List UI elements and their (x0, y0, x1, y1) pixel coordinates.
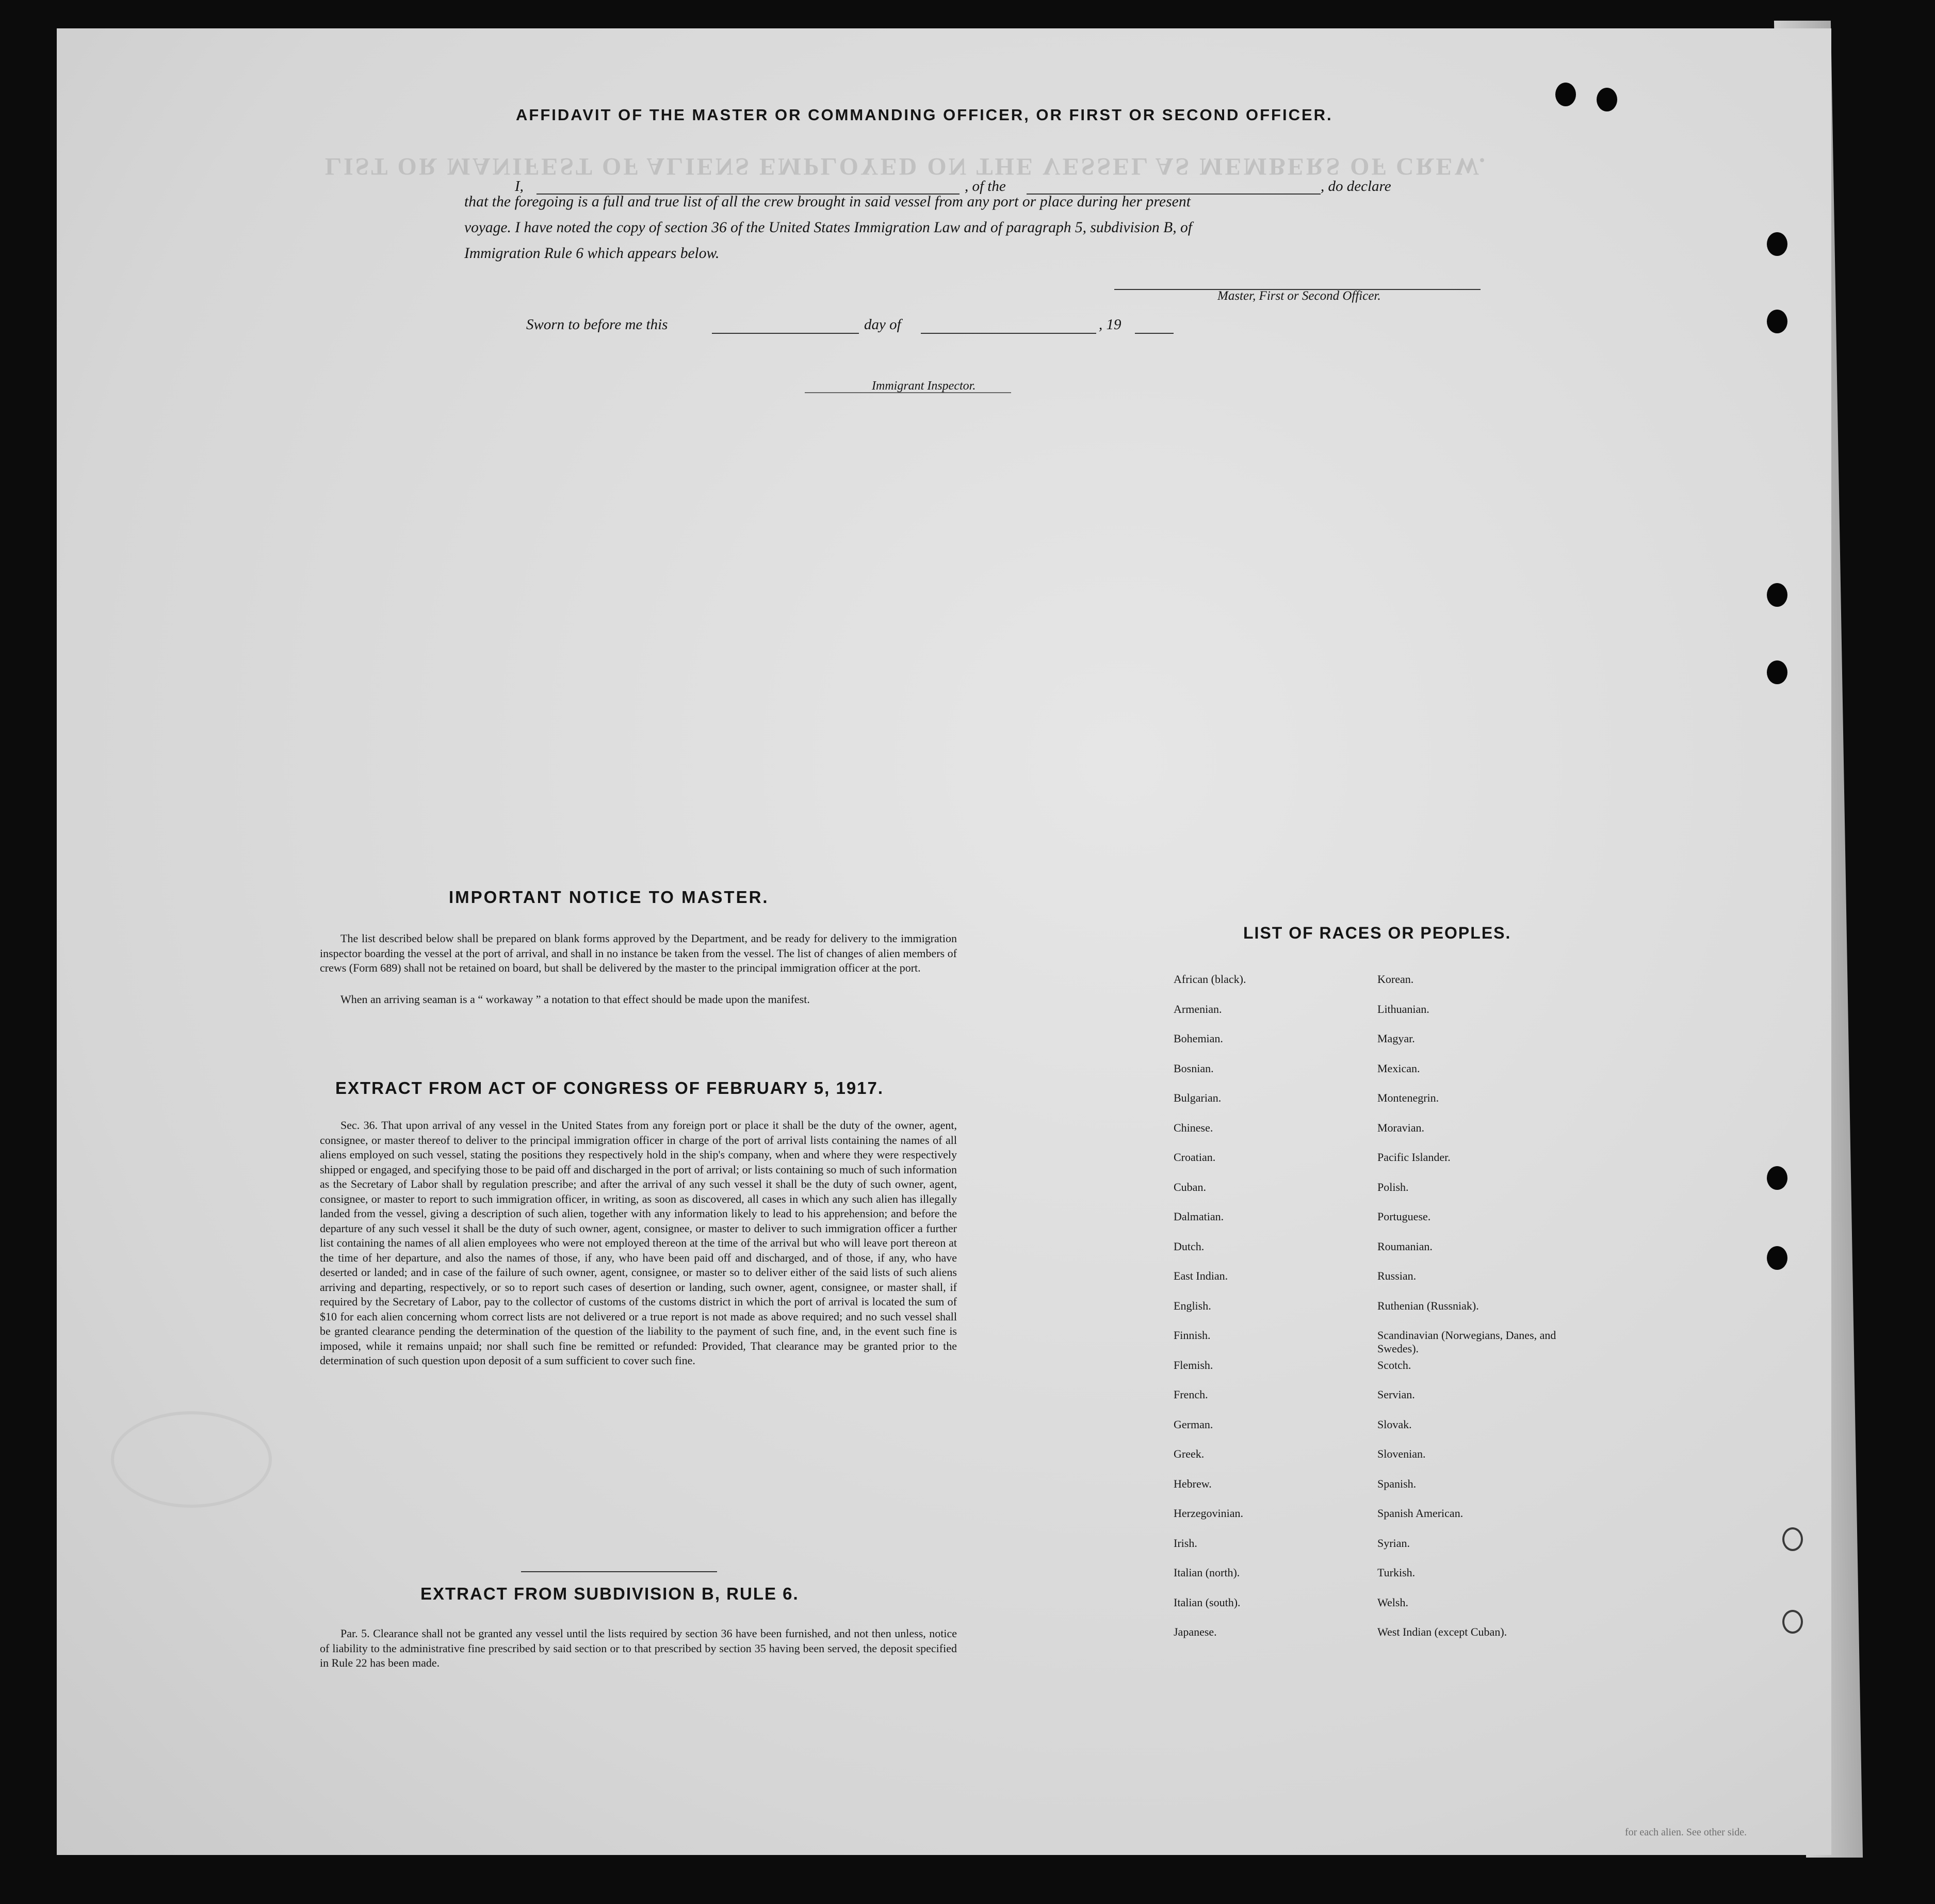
race-item: Ruthenian (Russniak). (1377, 1299, 1479, 1312)
sworn-prefix: Sworn to before me this (526, 316, 668, 333)
race-item: Slovenian. (1377, 1447, 1426, 1460)
rule-extract-heading: EXTRACT FROM SUBDIVISION B, RULE 6. (420, 1584, 799, 1603)
affidavit-line-1: that the foregoing is a full and true list of all the crew brought in said vessel from any port or place during her present (464, 193, 1191, 210)
bleed-through-footer: for each alien. See other side. (1625, 1827, 1747, 1838)
race-item: Roumanian. (1377, 1239, 1433, 1253)
race-item: Scandinavian (Norwegians, Danes, and Swedes). (1377, 1329, 1556, 1355)
race-item: Russian. (1377, 1269, 1417, 1282)
race-item: German. (1174, 1417, 1213, 1431)
declare-prefix: I, (515, 178, 524, 195)
race-item: Magyar. (1377, 1032, 1415, 1045)
race-item: Spanish. (1377, 1477, 1417, 1490)
punch-hole (1767, 660, 1787, 684)
inspector-label: Immigrant Inspector. (872, 379, 976, 393)
race-item: Bulgarian. (1174, 1091, 1222, 1104)
race-item: Servian. (1377, 1388, 1415, 1401)
notice-heading: IMPORTANT NOTICE TO MASTER. (449, 888, 769, 907)
race-item: Hebrew. (1174, 1477, 1212, 1490)
punch-hole (1767, 583, 1787, 607)
notice-paragraph-1: The list described below shall be prepared on blank forms approved by the Department, and be ready for delivery to the immigration inspector boarding the vessel at the port of arrival, and shall in no instance be taken from the vessel. The list of changes of alien members of crews (Form 689) shall not be retained on board, but shall be delivered by the master to the principal immigration officer at the port. (320, 932, 957, 974)
punch-hole (1782, 1610, 1803, 1634)
race-item: Polish. (1377, 1180, 1409, 1193)
sworn-day-label: day of (864, 316, 901, 333)
race-item: Dalmatian. (1174, 1210, 1224, 1223)
declare-suffix: , do declare (1321, 178, 1391, 195)
punch-hole (1767, 1246, 1787, 1270)
affidavit-line-2: voyage. I have noted the copy of section 36 of the United States Immigration Law and of paragraph 5, subdivision B, of (464, 219, 1192, 236)
punch-hole (1597, 88, 1617, 111)
race-item: Flemish. (1174, 1358, 1213, 1371)
punch-hole (1767, 310, 1787, 333)
sworn-year-label: , 19 (1099, 316, 1121, 333)
affidavit-heading: AFFIDAVIT OF THE MASTER OR COMMANDING OFFICER, OR FIRST OR SECOND OFFICER. (516, 106, 1333, 124)
race-item: Slovak. (1377, 1417, 1412, 1431)
race-item: Mexican. (1377, 1061, 1420, 1075)
races-right-column (1377, 973, 1558, 1655)
race-item: Turkish. (1377, 1566, 1416, 1579)
bleed-through-title: LIST OR MANIFEST OF ALIENS EMPLOYED ON THE VESSEL AS MEMBERS OF CREW. (325, 153, 1487, 180)
officer-label: Master, First or Second Officer. (1217, 289, 1381, 303)
race-item: Dutch. (1174, 1239, 1205, 1253)
sworn-day-line (712, 333, 859, 334)
act-extract-heading: EXTRACT FROM ACT OF CONGRESS OF FEBRUARY 5, 1917. (335, 1078, 884, 1098)
punch-hole (1555, 83, 1576, 106)
race-item: Pacific Islander. (1377, 1151, 1451, 1164)
punch-hole (1767, 1166, 1787, 1190)
race-item: Italian (north). (1174, 1566, 1240, 1579)
race-item: Montenegrin. (1377, 1091, 1439, 1104)
faint-stamp (111, 1411, 272, 1508)
sworn-year-line (1135, 333, 1174, 334)
document-page (57, 28, 1831, 1855)
race-item: Greek. (1174, 1447, 1205, 1460)
race-item: Korean. (1377, 973, 1414, 986)
race-item: Japanese. (1174, 1625, 1217, 1638)
race-item: Armenian. (1174, 1002, 1222, 1015)
race-item: English. (1174, 1299, 1211, 1312)
sworn-month-line (921, 333, 1096, 334)
race-item: Bohemian. (1174, 1032, 1223, 1045)
notice-paragraph-2: When an arriving seaman is a “ workaway ” a notation to that effect should be made upon the manifest. (340, 993, 810, 1006)
race-item: Finnish. (1174, 1329, 1211, 1342)
race-item: Spanish American. (1377, 1507, 1464, 1520)
race-item: Syrian. (1377, 1536, 1410, 1550)
race-item: Portuguese. (1377, 1210, 1431, 1223)
race-item: Scotch. (1377, 1358, 1411, 1371)
race-item: Moravian. (1377, 1121, 1425, 1134)
race-item: West Indian (except Cuban). (1377, 1625, 1507, 1638)
race-item: Croatian. (1174, 1151, 1216, 1164)
punch-hole (1782, 1527, 1803, 1551)
race-item: African (black). (1174, 973, 1246, 986)
race-item: Lithuanian. (1377, 1002, 1429, 1015)
race-item: Cuban. (1174, 1180, 1206, 1193)
race-item: French. (1174, 1388, 1208, 1401)
rule-divider (521, 1571, 717, 1572)
affidavit-line-3: Immigration Rule 6 which appears below. (464, 245, 720, 262)
punch-hole (1767, 232, 1787, 256)
race-item: Italian (south). (1174, 1595, 1241, 1609)
race-item: Herzegovinian. (1174, 1507, 1243, 1520)
races-left-column (1174, 973, 1364, 1655)
races-heading: LIST OF RACES OR PEOPLES. (1243, 924, 1511, 942)
race-item: Welsh. (1377, 1595, 1408, 1609)
race-item: East Indian. (1174, 1269, 1228, 1282)
rule-extract-paragraph: Par. 5. Clearance shall not be granted any vessel until the lists required by section 36 have been furnished, and not then unless, notice of liability to the administrative fine prescribed by said section or to that prescribed by section 35 having been served, the deposit specified in Rule 22 has been made. (320, 1627, 957, 1669)
race-item: Chinese. (1174, 1121, 1213, 1134)
act-extract-paragraph: Sec. 36. That upon arrival of any vessel in the United States from any foreign port or place it shall be the duty of the owner, agent, consignee, or master thereof to deliver to the principal immigration officer in charge of the port of arrival lists containing the names of all aliens employed on such vessel, stating the positions they respectively hold in the ship's company, when and where they were respectively shipped or engaged, and specifying those to be paid off and discharged in the port of arrival; or lists containing so much of such information as the Secretary of Labor shall by regulation prescribe; and after the arrival of any such vessel it shall be the duty of such owner, agent, consignee, or master to report to such immigration officer, in writing, as soon as discovered, all cases in which any such alien has illegally landed from the vessel, giving a description of such alien, together with any information likely to lead to his apprehension; and before the departure of any such vessel it shall be the duty of such owner, agent, consignee, or master to deliver to such immigration officer a further list containing the names of all alien employees who were not employed thereon at the time of the arrival but who will leave port thereon at the time of her departure, and also the names of those, if any, who have been paid off and discharged, and of those, if any, who have deserted or landed; and in case of the failure of such owner, agent, consignee, or master so to deliver either of the said lists of such aliens arriving and departing, respectively, or so to report such cases of desertion or landing, such owner, agent, consignee, or master shall, if required by the Secretary of Labor, pay to the collector of customs of the customs district in which the port of arrival is located the sum of $10 for each alien concerning whom correct lists are not delivered or a true report is not made as above required; and no such vessel shall be granted clearance pending the determination of the question of the liability to the payment of such fine, and, in the event such fine is imposed, while it remains unpaid; nor shall such fine be remitted or refunded: Provided, That clearance may be granted prior to the determination of such question upon deposit of a sum sufficient to cover such fine. (320, 1119, 957, 1367)
declare-of: , of the (965, 178, 1006, 195)
race-item: Irish. (1174, 1536, 1197, 1550)
race-item: Bosnian. (1174, 1061, 1214, 1075)
